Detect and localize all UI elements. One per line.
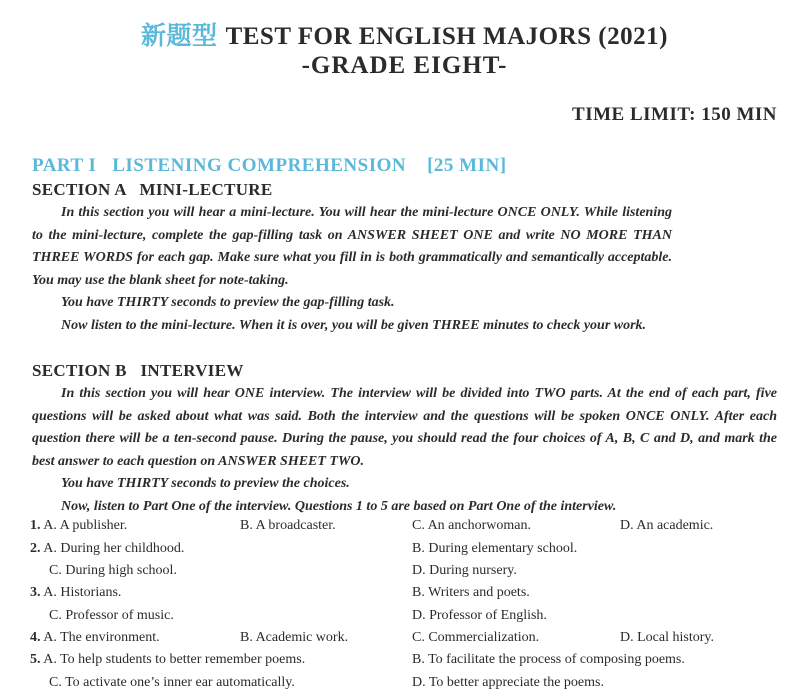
title-text: TEST FOR ENGLISH MAJORS (2021) [225,23,668,50]
time-limit: TIME LIMIT: 150 MIN [572,104,777,125]
section-b-para1: In this section you will hear ONE interview. The interview will be divided into TWO parts. At the end of each part, five questions will be asked about what was said. Both the interview and the questions will be spoken ONCE ONLY. After each question there will be a ten-second pause. During the pause, you should read the four choices of A, B, C and D, and mark the best answer to each question on ANSWER SHEET TWO. [32,386,777,469]
question-5-option-b: B. To facilitate the process of composing poems. [412,652,685,667]
question-2-option-a [30,541,184,557]
test-title [0,16,809,52]
question-4-option-c: C. Commercialization. [412,630,540,645]
section-b-para3: Now, listen to Part One of the interview. Questions 1 to 5 are based on Part One of the interview. [61,498,617,514]
section-b-heading: SECTION B INTERVIEW [32,361,244,380]
question-4-number: 4. [30,630,41,645]
question-3-option-b: B. Writers and poets. [412,585,530,600]
question-1-option-b: B. A broadcaster. [240,518,336,533]
test-subtitle: -GRADE EIGHT- [301,52,508,79]
question-4-option-a [30,630,160,646]
question-4-option-d: D. Local history. [620,630,714,645]
question-1-option-d: D. An academic. [620,518,714,533]
option-text: A. During her childhood. [43,541,185,556]
question-1-option-c: C. An anchorwoman. [412,518,531,533]
question-5-option-d: D. To better appreciate the poems. [412,675,604,690]
question-2-number: 2. [30,541,41,556]
question-3-option-c: C. Professor of music. [49,608,174,623]
question-3-option-a [30,585,121,601]
section-a-para2: You have THIRTY seconds to preview the gap-filling task. [61,295,395,310]
question-3-option-d: D. Professor of English. [412,608,547,623]
option-text: A. To help students to better remember poems. [43,652,306,667]
question-2-option-b: B. During elementary school. [412,541,578,556]
question-2-option-d: D. During nursery. [412,563,517,578]
option-text: A. The environment. [43,630,160,645]
option-text: A. A publisher. [43,518,128,533]
section-b-para2: You have THIRTY seconds to preview the choices. [61,476,350,491]
section-a-para3: Now listen to the mini-lecture. When it is over, you will be given THREE minutes to check your work. [61,317,647,333]
section-a-heading: SECTION A MINI-LECTURE [32,180,273,199]
question-1-number: 1. [30,518,41,533]
question-1-option-a [30,518,127,534]
question-4-option-b: B. Academic work. [240,630,349,645]
part-heading: PART I LISTENING COMPREHENSION [25 MIN] [32,155,507,176]
section-a-para1: In this section you will hear a mini-lecture. You will hear the mini-lecture ONCE ONLY. While listening to the mini-lecture, complete the gap-filling task on ANSWER SHEET ONE and write NO MORE THAN THREE WORDS for each gap. Make sure what you fill in is both grammatically and semantically acceptable. You may use the blank sheet for note-taking. [32,205,672,288]
section-a-preview [32,292,777,337]
question-5-option-c: C. To activate one’s inner ear automatically. [49,675,295,690]
question-3-number: 3. [30,585,41,600]
question-2-option-c: C. During high school. [49,563,177,578]
question-5-option-a [30,652,305,668]
question-5-number: 5. [30,652,41,667]
option-text: A. Historians. [43,585,122,600]
title-tag: 新题型 [141,23,218,50]
section-b-instructions [32,383,777,518]
section-a-instructions [32,202,672,292]
